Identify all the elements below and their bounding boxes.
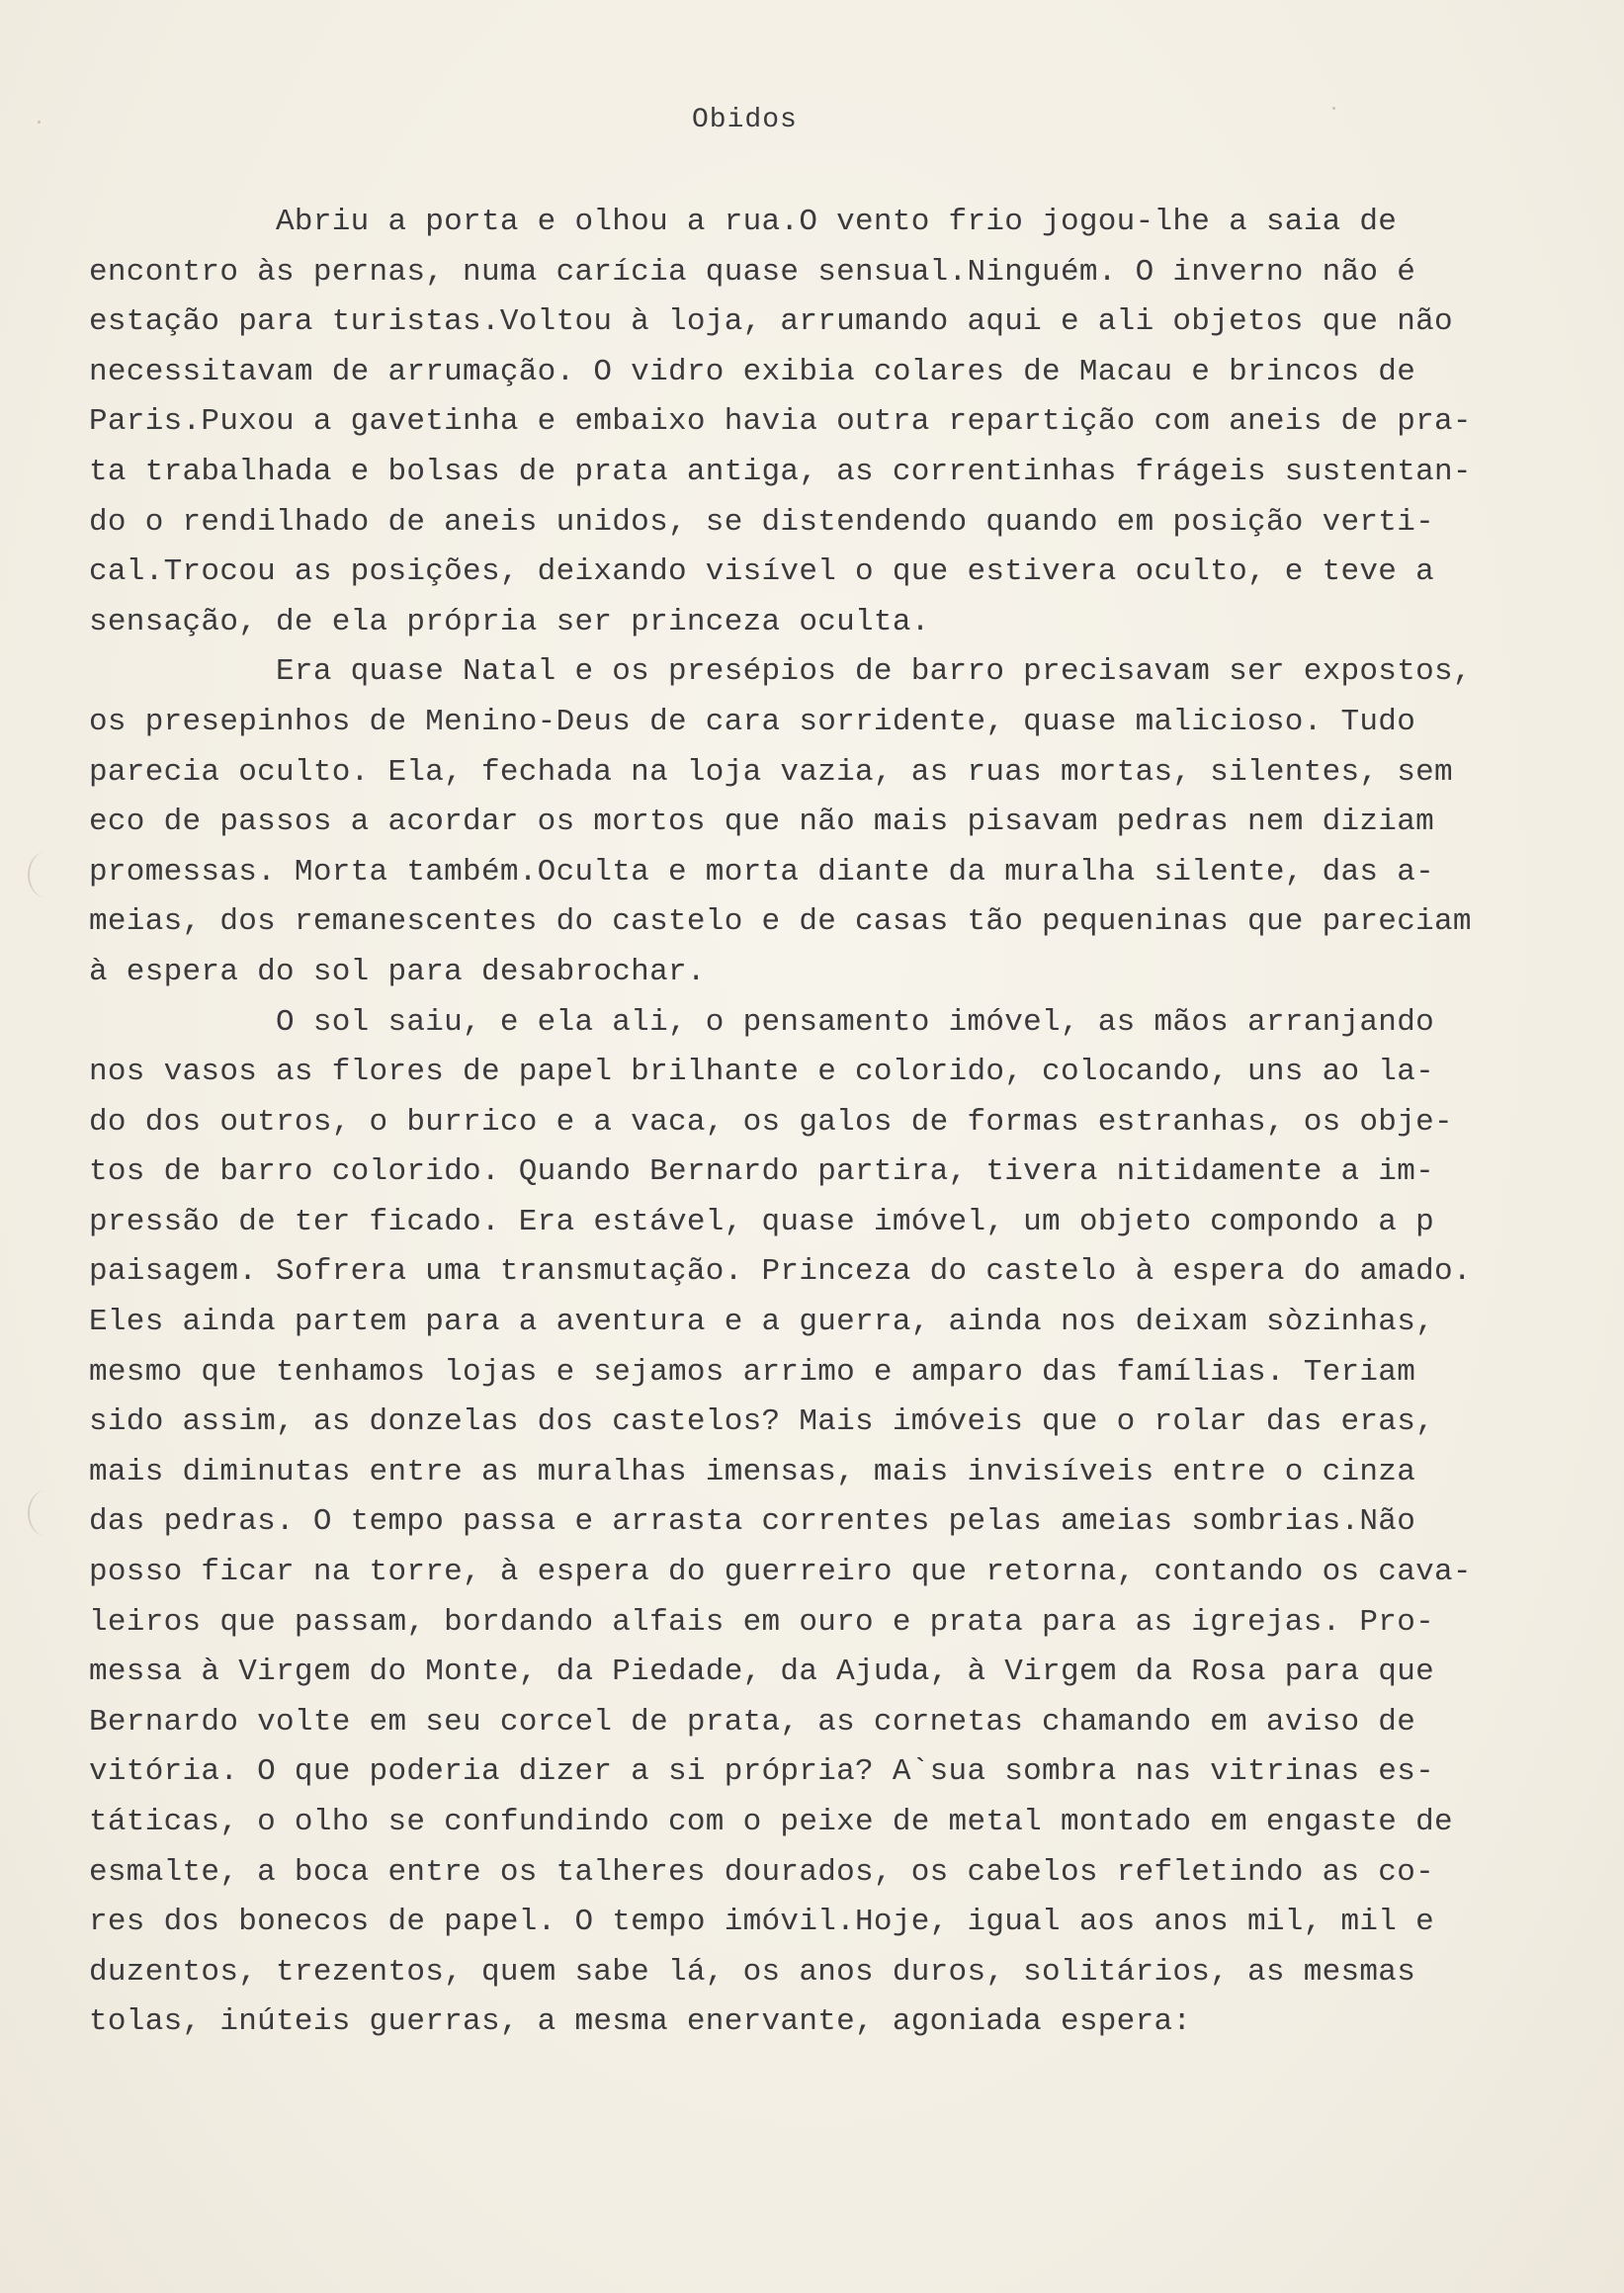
text-line: Eles ainda partem para a aventura e a guerra, ainda nos deixam sòzinhas, [89,1305,1435,1340]
text-line: mesmo que tenhamos lojas e sejamos arrimo e amparo das famílias. Teriam [89,1354,1416,1390]
text-line: leiros que passam, bordando alfais em ouro e prata para as igrejas. Pro- [89,1604,1435,1640]
text-line: messa à Virgem do Monte, da Piedade, da Ajuda, à Virgem da Rosa para que [89,1655,1435,1690]
text-line: do dos outros, o burrico e a vaca, os galos de formas estranhas, os obje- [89,1104,1453,1140]
text-line: O sol saiu, e ela ali, o pensamento imóvel, as mãos arranjando [89,1004,1435,1040]
text-line: encontro às pernas, numa carícia quase sensual.Ninguém. O inverno não é [89,254,1416,290]
text-line: ta trabalhada e bolsas de prata antiga, as correntinhas frágeis sustentan- [89,454,1472,489]
punch-hole-mark [28,852,63,897]
text-line: do o rendilhado de aneis unidos, se distendendo quando em posição verti- [89,504,1435,540]
text-line: duzentos, trezentos, quem sabe lá, os anos duros, solitários, as mesmas [89,1954,1416,1990]
text-line: mais diminutas entre as muralhas imensas, mais invisíveis entre o cinza [89,1454,1416,1489]
paper-speck [1332,107,1335,110]
text-line: esmalte, a boca entre os talheres dourados, os cabelos refletindo as co- [89,1854,1435,1890]
text-line: eco de passos a acordar os mortos que não mais pisavam pedras nem diziam [89,805,1435,840]
document-body [89,198,1586,2048]
text-line: os presepinhos de Menino-Deus de cara sorridente, quase malicioso. Tudo [89,704,1416,739]
text-line: res dos bonecos de papel. O tempo imóvil.Hoje, igual aos anos mil, mil e [89,1905,1435,1940]
text-line: vitória. O que poderia dizer a si própria? A`sua sombra nas vitrinas es- [89,1754,1435,1790]
text-line: sido assim, as donzelas dos castelos? Mais imóveis que o rolar das eras, [89,1404,1435,1440]
text-line: táticas, o olho se confundindo com o peixe de metal montado em engaste de [89,1805,1453,1839]
text-line: Bernardo volte em seu corcel de prata, as cornetas chamando em aviso de [89,1704,1416,1740]
text-line: Era quase Natal e os presépios de barro precisavam ser expostos, [89,654,1472,690]
punch-hole-mark [28,1490,63,1536]
text-line: cal.Trocou as posições, deixando visível o que estivera oculto, e teve a [89,554,1435,590]
text-line: Abriu a porta e olhou a rua.O vento frio jogou-lhe a saia de [89,205,1398,239]
text-line: meias, dos remanescentes do castelo e de casas tão pequeninas que pareciam [89,904,1472,940]
text-line: à espera do sol para desabrochar. [89,954,706,989]
text-line: das pedras. O tempo passa e arrasta correntes pelas ameias sombrias.Não [89,1504,1416,1540]
text-line: tos de barro colorido. Quando Bernardo partira, tivera nitidamente a im- [89,1154,1435,1190]
paper-speck [38,121,41,124]
text-line: sensação, de ela própria ser princeza oculta. [89,604,930,639]
text-line: posso ficar na torre, à espera do guerreiro que retorna, contando os cava- [89,1555,1472,1590]
text-line: promessas. Morta também.Oculta e morta diante da muralha silente, das a- [89,854,1435,890]
text-line: tolas, inúteis guerras, a mesma enervante, agoniada espera: [89,2004,1192,2040]
text-line: pressão de ter ficado. Era estável, quase imóvel, um objeto compondo a p [89,1204,1435,1239]
text-line: parecia oculto. Ela, fechada na loja vazia, as ruas mortas, silentes, sem [89,754,1453,790]
text-line: estação para turistas.Voltou à loja, arrumando aqui e ali objetos que não [89,304,1453,340]
text-line: necessitavam de arrumação. O vidro exibia colares de Macau e brincos de [89,354,1416,389]
text-line: paisagem. Sofrera uma transmutação. Princeza do castelo à espera do amado. [89,1254,1472,1290]
document-title: Obidos [692,105,798,135]
text-line: nos vasos as flores de papel brilhante e colorido, colocando, uns ao la- [89,1055,1435,1090]
text-line: Paris.Puxou a gavetinha e embaixo havia outra repartição com aneis de pra- [89,404,1472,440]
